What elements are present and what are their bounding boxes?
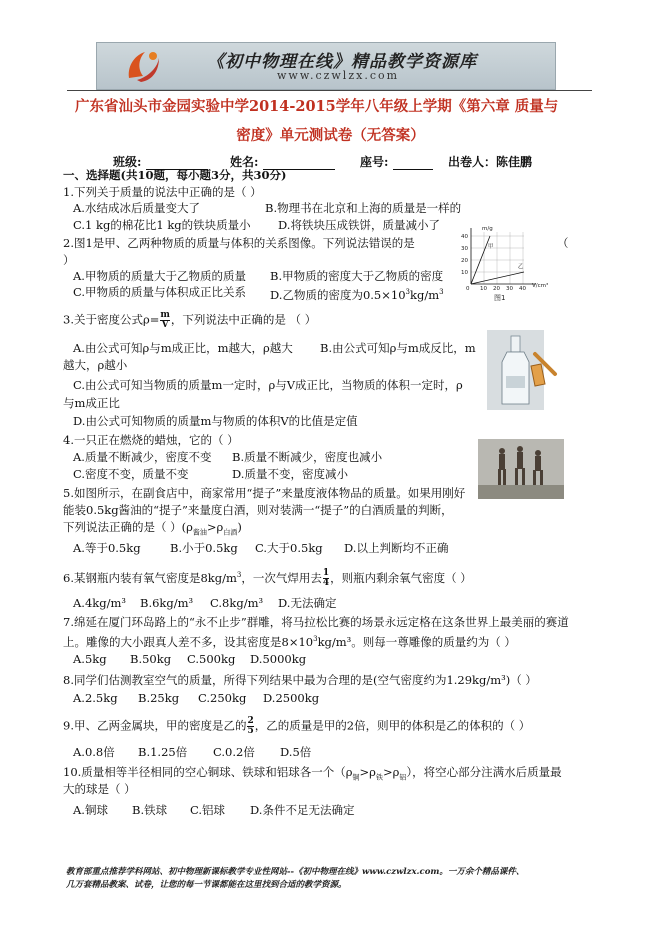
q3-stem: 3.关于密度公式ρ= $\frac{m}{V}$ ，下列说法中正确的是 （ ） xyxy=(63,310,317,330)
q1-option-a: A.水结成冰后质量变大了 xyxy=(73,201,200,215)
fig1-caption: 图1 xyxy=(494,294,506,302)
q5-option-c: C.大于0.5kg xyxy=(255,541,323,555)
q9-option-c: C.0.2倍 xyxy=(213,745,255,759)
q3-option-c-line1: C.由公式可知当物质的质量m一定时，ρ与V成正比，当物质的体积一定时，ρ xyxy=(73,378,463,392)
q7-line1: 7.绵延在厦门环岛路上的“永不止步”群雕，将马拉松比赛的场景永远定格在这条世界上最美丽的赛道 xyxy=(63,615,569,629)
fig1-label-jia: 甲 xyxy=(488,244,494,250)
q4-option-b: B.质量不断减少，密度也减小 xyxy=(232,450,383,464)
q9-option-b: B.1.25倍 xyxy=(138,745,188,759)
exam-title-line1: 广东省汕头市金园实验中学2014-2015学年八年级上学期《第六章 质量与 xyxy=(75,98,559,115)
q5-option-b: B.小于0.5kg xyxy=(170,541,238,555)
fig1-ylabel: m/g xyxy=(482,226,493,232)
q7-line2: 上。雕像的大小跟真人差不多，设其密度是$8\times 10^3kg/m^3$。则每一尊雕像的质量约为（ ） xyxy=(63,634,516,649)
fig1-xtick: 30 xyxy=(506,286,513,292)
header-divider xyxy=(67,90,592,91)
q5-line3: 下列说法正确的是（ ）$(\rho_{酱油}>\rho_{白酒})$ xyxy=(63,520,242,537)
q10-line2: 大的球是（ ） xyxy=(63,782,136,796)
q1-option-d: D.将铁块压成铁饼，质量减小了 xyxy=(278,218,440,232)
fig1-ytick: 20 xyxy=(461,258,468,264)
q2-paren-close: ） xyxy=(63,253,75,267)
name-label: 姓名: xyxy=(230,155,259,169)
q8-option-b: B.25kg xyxy=(138,691,180,705)
q5-line2: 能装0.5kg酱油的“提子”来量度白酒，则对装满一“提子”的白酒质量的判断， xyxy=(63,503,453,517)
q2-option-c: C.甲物质的质量与体积成正比关系 xyxy=(73,285,247,299)
class-label: 班级: xyxy=(113,155,142,169)
ladle-tizi-icon xyxy=(527,346,573,392)
fig1-xtick: 40 xyxy=(519,286,526,292)
seat-blank xyxy=(393,157,433,170)
q10-option-d: D.条件不足无法确定 xyxy=(250,803,355,817)
q8-option-c: C.250kg xyxy=(198,691,247,705)
q4-option-d: D.质量不变，密度减小 xyxy=(232,467,348,481)
q3-option-d: D.由公式可知物质的质量m与物质的体积V的比值是定值 xyxy=(73,414,358,428)
seat-field xyxy=(360,153,433,170)
q2-paren-open: （ xyxy=(557,236,569,250)
q2-stem: 2.图1是甲、乙两种物质的质量与体积的关系图像。下列说法错误的是 xyxy=(63,236,415,250)
q2-option-d: D.乙物质的密度为$0.5\times 10^3kg/m^3$ xyxy=(270,287,444,302)
q1-option-b: B.物理书在北京和上海的质量是一样的 xyxy=(265,201,462,215)
fig1-xtick: 10 xyxy=(480,286,487,292)
q5-option-d: D.以上判断均不正确 xyxy=(344,541,449,555)
banner-title: 《初中物理在线》精品教学资源库 xyxy=(207,52,477,72)
q3-option-b-line1: B.由公式可知ρ与m成反比，m xyxy=(320,341,476,355)
q3-option-b-line2: 越大，ρ越小 xyxy=(63,358,128,372)
q8-option-a: A.2.5kg xyxy=(73,691,118,705)
q6-option-b: B.6kg/m³ xyxy=(140,596,194,610)
statue-photo xyxy=(478,439,564,499)
q4-option-c: C.密度不变，质量不变 xyxy=(73,467,189,481)
page-footer xyxy=(66,866,596,892)
q2-option-a: A.甲物质的质量大于乙物质的质量 xyxy=(73,269,246,283)
fig1-ytick: 40 xyxy=(461,234,468,240)
q10-option-b: B.铁球 xyxy=(132,803,168,817)
author-label: 出卷人：陈佳鹏 xyxy=(448,155,533,169)
q1-option-c: C.1 kg的棉花比1 kg的铁块质量小 xyxy=(73,218,251,232)
q7-option-a: A.5kg xyxy=(73,652,107,666)
q8-stem: 8.同学们估测教室空气的质量，所得下列结果中最为合理的是(空气密度约为1.29kg/m³)（ ） xyxy=(63,673,537,687)
q4-option-a: A.质量不断减少，密度不变 xyxy=(73,450,212,464)
q1-stem: 1.下列关于质量的说法中正确的是（ ） xyxy=(63,185,262,199)
banner-url: www.czwlzx.com xyxy=(277,69,400,82)
figure-1-mass-volume-graph xyxy=(460,222,552,304)
fig1-ytick: 30 xyxy=(461,246,468,252)
q6-stem: 6.某钢瓶内装有氧气密度是$8kg/m^3$，一次气焊用去 $\frac{1}{4}$ ，则瓶内剩余氧气密度（ ） xyxy=(63,568,472,589)
q7-option-d: D.5000kg xyxy=(250,652,307,666)
q10-line1: 10.质量相等半径相同的空心铜球、铁球和铝球各一个$(\rho_铜>\rho_铁>\rho_铝)$，将空心部分注满水后质量最 xyxy=(63,765,562,782)
section-heading: 一、选择题(共10题，每小题3分，共30分) xyxy=(63,168,287,182)
q10-option-c: C.铝球 xyxy=(190,803,226,817)
q3-option-a: A.由公式可知ρ与m成正比，m越大，ρ越大 xyxy=(73,341,293,355)
q9-option-a: A.0.8倍 xyxy=(73,745,115,759)
footer-line2: 几万套精品教案、试卷，让您的每一节课都能在这里找到合适的教学资源。 xyxy=(66,880,347,890)
fig1-ytick: 10 xyxy=(461,270,468,276)
q6-option-a: A.4kg/m³ xyxy=(73,596,126,610)
q8-option-d: D.2500kg xyxy=(263,691,320,705)
q9-stem: 9.甲、乙两金属块，甲的密度是乙的 $\frac{2}{5}$ ，乙的质量是甲的2倍，则甲的体积是乙的体积的（ ） xyxy=(63,716,531,736)
q6-option-d: D.无法确定 xyxy=(278,596,337,610)
fig1-xlabel: V/cm³ xyxy=(532,283,549,289)
q5-option-a: A.等于0.5kg xyxy=(73,541,141,555)
seat-label: 座号: xyxy=(360,155,389,169)
fig1-label-yi: 乙 xyxy=(518,264,524,270)
q3-option-c-line2: 与m成正比 xyxy=(63,396,120,410)
header-banner xyxy=(96,42,556,90)
q7-option-b: B.50kg xyxy=(130,652,172,666)
footer-line1: 教育部重点推荐学科网站、初中物理新课标教学专业性网站--《初中物理在线》www.czwlzx.com。一万余个精品课件、 xyxy=(66,867,525,877)
q2-option-b: B.甲物质的密度大于乙物质的密度 xyxy=(270,269,444,283)
fig1-xtick: 20 xyxy=(493,286,500,292)
q10-option-a: A.铜球 xyxy=(73,803,108,817)
q9-option-d: D.5倍 xyxy=(280,745,312,759)
q6-option-c: C.8kg/m³ xyxy=(210,596,264,610)
q5-line1: 5.如图所示，在副食店中，商家常用“提子”来量度液体物品的质量。如果用刚好 xyxy=(63,486,466,500)
swoosh-logo-icon xyxy=(123,48,163,84)
exam-title-line2: 密度》单元测试卷（无答案） xyxy=(236,127,425,144)
q7-option-c: C.500kg xyxy=(187,652,236,666)
fig1-xtick: 0 xyxy=(466,286,470,292)
q4-stem: 4.一只正在燃烧的蜡烛，它的（ ） xyxy=(63,433,239,447)
